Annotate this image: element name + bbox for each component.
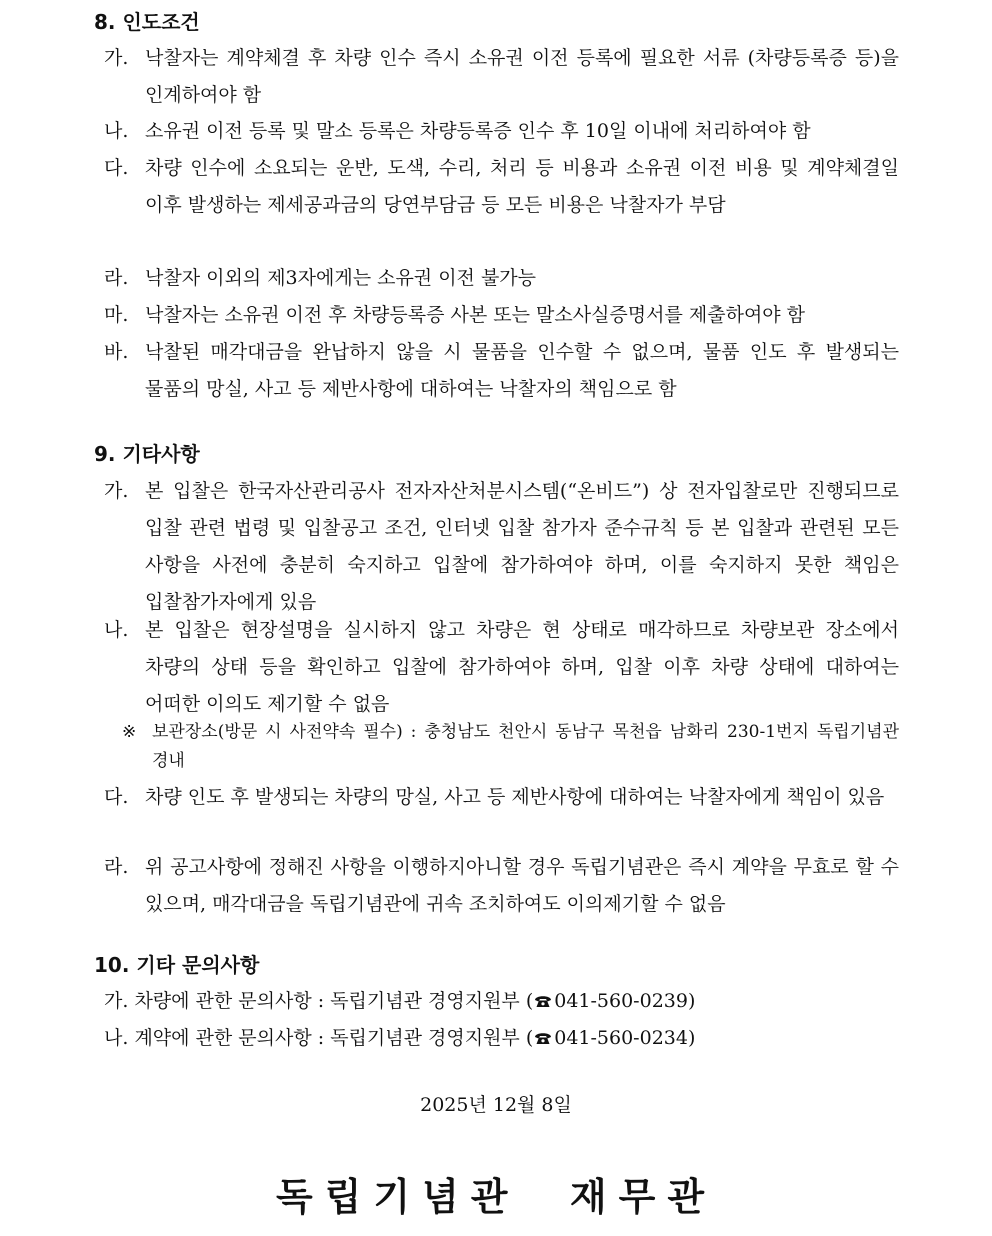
item-text: 낙찰자는 소유권 이전 후 차량등록증 사본 또는 말소사실증명서를 제출하여야 함 bbox=[145, 304, 806, 326]
section-title-8: 8. 인도조건 bbox=[94, 10, 200, 34]
list-item bbox=[104, 113, 899, 150]
contact-label: 나. bbox=[104, 1027, 129, 1049]
phone-number[interactable]: 041-560-0234 bbox=[554, 1027, 688, 1049]
list-item bbox=[104, 334, 899, 408]
section-title-9: 9. 기타사항 bbox=[94, 442, 200, 466]
list-item bbox=[104, 150, 899, 224]
item-text: 낙찰자는 계약체결 후 차량 인수 즉시 소유권 이전 등록에 필요한 서류 (차량등록증 등)을 인계하여야 함 bbox=[145, 47, 899, 106]
list-item bbox=[104, 297, 899, 334]
item-text: 차량 인도 후 발생되는 차량의 망실, 사고 등 제반사항에 대하여는 낙찰자에게 책임이 있음 bbox=[145, 786, 885, 808]
item-text: 차량 인수에 소요되는 운반, 도색, 수리, 처리 등 비용과 소유권 이전 비용 및 계약체결일 이후 발생하는 제세공과금의 당연부담금 등 모든 비용은 낙찰자가 부담 bbox=[145, 157, 899, 216]
signer-title: 독립기념관 재무관 bbox=[275, 1175, 717, 1219]
contact-suffix: ) bbox=[687, 1027, 696, 1049]
note-text: 보관장소(방문 시 사전약속 필수) : 충청남도 천안시 동남구 목천읍 남화리 230-1번지 독립기념관 경내 bbox=[152, 722, 899, 771]
item-label: 마. bbox=[104, 304, 129, 326]
document-date: 2025년 12월 8일 bbox=[420, 1094, 572, 1116]
list-item bbox=[104, 779, 899, 816]
contact-list bbox=[104, 983, 899, 1057]
phone-number[interactable]: 041-560-0239 bbox=[554, 990, 688, 1012]
list-item bbox=[104, 260, 899, 297]
item-label: 가. bbox=[104, 480, 129, 502]
item-text: 소유권 이전 등록 및 말소 등록은 차량등록증 인수 후 10일 이내에 처리하여야 함 bbox=[145, 120, 811, 142]
item-label: 다. bbox=[104, 786, 129, 808]
item-text: 낙찰된 매각대금을 완납하지 않을 시 물품을 인수할 수 없으며, 물품 인도 후 발생되는 물품의 망실, 사고 등 제반사항에 대하여는 낙찰자의 책임으로 함 bbox=[145, 341, 899, 400]
item-label: 바. bbox=[104, 341, 129, 363]
item-label: 나. bbox=[104, 619, 129, 641]
item-text: 본 입찰은 현장설명을 실시하지 않고 차량은 현 상태로 매각하므로 차량보관 장소에서 차량의 상태 등을 확인하고 입찰에 참가하여야 하며, 입찰 이후 차량 상태에 대하여는 어떠한 이의도 제기할 수 없음 bbox=[145, 619, 899, 715]
contact-line-vehicle bbox=[104, 983, 899, 1020]
list-item bbox=[104, 849, 899, 923]
list-item bbox=[104, 40, 899, 114]
item-text: 본 입찰은 한국자산관리공사 전자자산처분시스템(“온비드”) 상 전자입찰로만 진행되므로 입찰 관련 법령 및 입찰공고 조건, 인터넷 입찰 참가자 준수규칙 등 본 입찰과 관련된 모든 사항을 사전에 충분히 숙지하고 입찰에 참가하여야 하며, 이를 숙지하지 못한 책임은 입찰참가자에게 있음 bbox=[145, 480, 899, 613]
contact-label: 가. bbox=[104, 990, 129, 1012]
note-mark: ※ bbox=[122, 722, 137, 742]
contact-line-contract bbox=[104, 1020, 899, 1057]
contact-text: 차량에 관한 문의사항 : 독립기념관 경영지원부 ( bbox=[134, 990, 534, 1012]
storage-location-note bbox=[122, 718, 899, 776]
item-label: 라. bbox=[104, 856, 129, 878]
item-label: 가. bbox=[104, 47, 129, 69]
item-label: 라. bbox=[104, 267, 129, 289]
contact-text: 계약에 관한 문의사항 : 독립기념관 경영지원부 ( bbox=[134, 1027, 534, 1049]
contact-suffix: ) bbox=[687, 990, 696, 1012]
item-text: 위 공고사항에 정해진 사항을 이행하지아니할 경우 독립기념관은 즉시 계약을 무효로 할 수 있으며, 매각대금을 독립기념관에 귀속 조치하여도 이의제기할 수 없음 bbox=[145, 856, 899, 915]
item-label: 나. bbox=[104, 120, 129, 142]
item-text: 낙찰자 이외의 제3자에게는 소유권 이전 불가능 bbox=[145, 267, 537, 289]
section-title-10: 10. 기타 문의사항 bbox=[94, 953, 260, 977]
list-item bbox=[104, 473, 899, 621]
list-item bbox=[104, 612, 899, 723]
item-label: 다. bbox=[104, 157, 129, 179]
telephone-icon bbox=[533, 1031, 553, 1045]
telephone-icon bbox=[533, 994, 553, 1008]
